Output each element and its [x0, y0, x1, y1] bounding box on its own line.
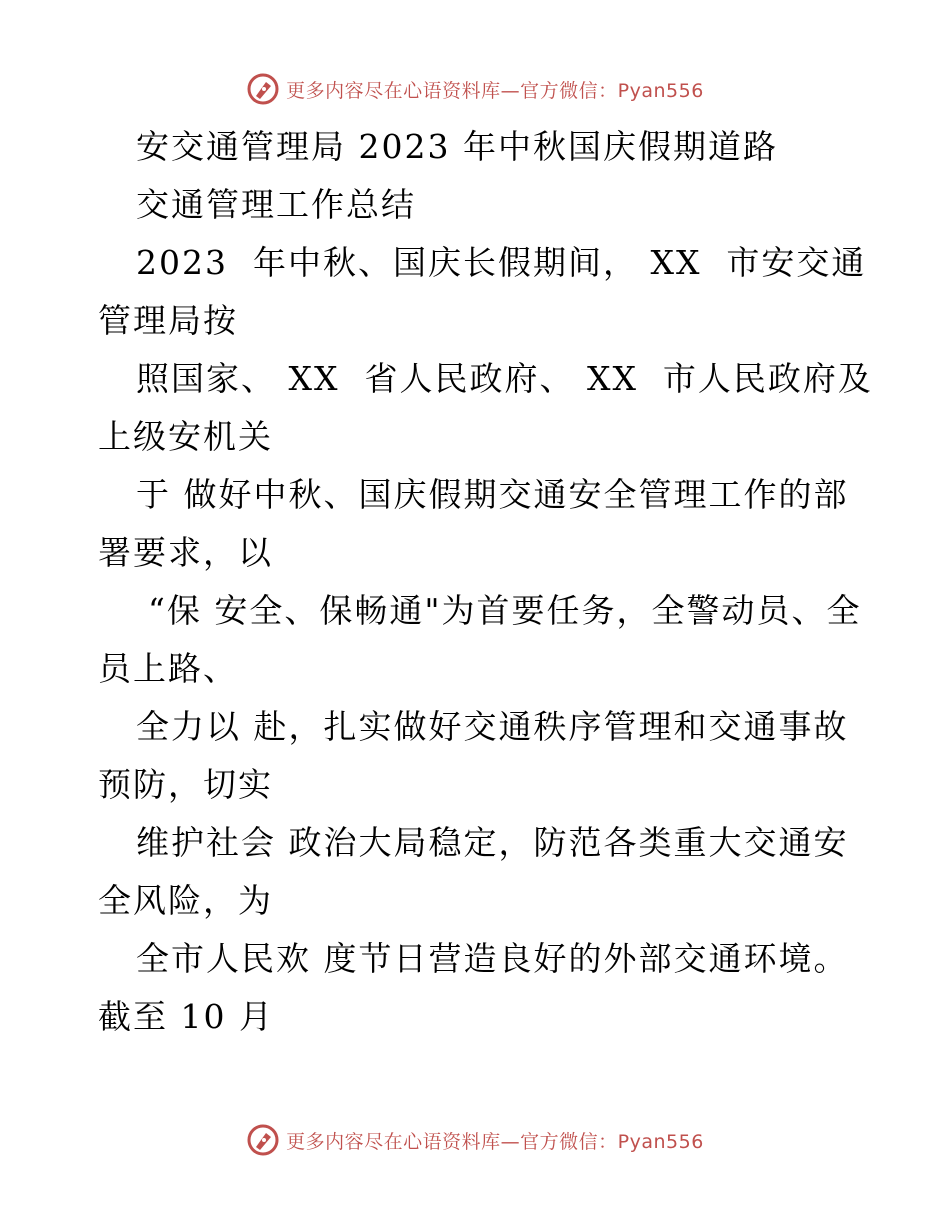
paragraph-line: 照国家、 XX 省人民政府、 XX 市人民政府及	[136, 359, 873, 398]
title-line-2: 交通管理工作总结	[136, 185, 416, 224]
paragraph-line: 署要求，以	[98, 533, 273, 572]
paragraph-line: 于 做好中秋、国庆假期交通安全管理工作的部	[136, 475, 849, 514]
header-banner	[0, 72, 950, 106]
pen-nib-logo-icon	[246, 72, 280, 106]
pen-nib-logo-icon	[246, 1123, 280, 1157]
paragraph-line: 预防，切实	[98, 765, 273, 804]
paragraph-line: 2023 年中秋、国庆长假期间， XX 市安交通	[136, 243, 867, 282]
paragraph-line: “保 安全、保畅通"为首要任务，全警动员、全	[148, 591, 862, 630]
paragraph-line: 全力以 赴，扎实做好交通秩序管理和交通事故	[136, 707, 849, 746]
paragraph-line: 维护社会 政治大局稳定，防范各类重大交通安	[136, 823, 849, 862]
document-body	[98, 118, 873, 1046]
footer-banner-text: 更多内容尽在心语资料库—官方微信：Pyan556	[286, 1130, 704, 1153]
footer-banner	[0, 1123, 950, 1157]
paragraph-line: 全风险，为	[98, 881, 273, 920]
header-banner-text: 更多内容尽在心语资料库—官方微信：Pyan556	[286, 79, 704, 102]
paragraph-line: 截至 10 月	[98, 997, 274, 1036]
paragraph-line: 上级安机关	[98, 417, 273, 456]
paragraph-line: 管理局按	[98, 301, 238, 340]
paragraph-line: 员上路、	[98, 649, 238, 688]
paragraph-line: 全市人民欢 度节日营造良好的外部交通环境。	[136, 939, 849, 978]
title-line-1: 安交通管理局 2023 年中秋国庆假期道路	[136, 127, 778, 166]
